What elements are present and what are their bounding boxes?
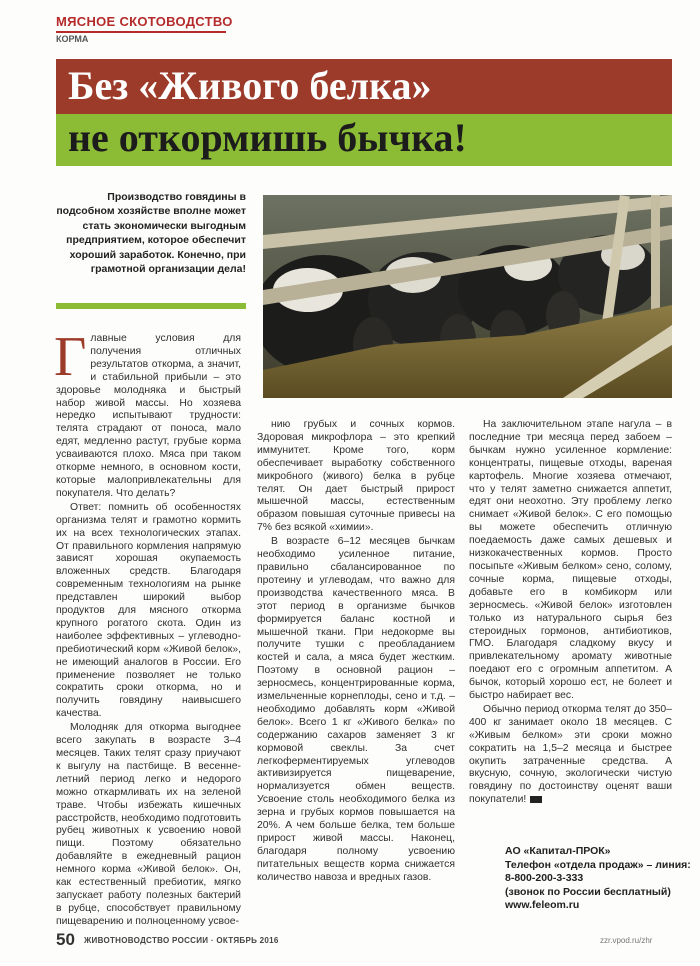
phone-note: (звонок по России бесплатный) xyxy=(505,885,671,898)
article-paragraph: На заключительном этапе нагула – в последние три месяца перед забоем – бычкам нужно усиленное кормление: концентраты, пищевые отходы, вареная картофель. Многие хозяева отмечают, что у телят заметно снижается аппетит, едят они неохотно. Эту проблему легко снимает «Живой белок». С его помощью вы можете обеспечить отличную поедаемость даже самых дешевых и низкокачественных кормов. Просто посыпьте «Живым белком» сено, солому, сочные корма, пищевые отходы, добавьте его в комбикорм или зерносмесь. «Живой белок» изготовлен только из натурального сырья без стероидных гормонов, антибиотиков, ГМО. Благодаря сладкому вкусу и привлекательному аромату животные поедают его с огромным аппетитом. А бычок, который хорошо ест, не болеет и быстро набирает вес. xyxy=(469,419,672,702)
article-column-1 xyxy=(54,326,241,929)
article-paragraph xyxy=(54,326,241,501)
article-text: лавные условия для получения отличных результатов откорма, а значит, и стабильной прибыли – это здоровье молодняка и быстрый набор живой массы. Но хозяева нередко испытывают трудности: телята страдают от поноса, мало едят, медленно растут, грубые корма усваиваются плохо. Мяса при таком откорме немного, в основном кости, которые малопривлекательны для покупателя. Что делать? xyxy=(56,333,241,499)
end-of-article-mark xyxy=(530,796,542,803)
contact-block xyxy=(505,845,691,913)
phone-number: 8-800-200-3-333 xyxy=(505,872,584,884)
article-column-3 xyxy=(469,419,672,807)
calves-feeding-photo xyxy=(263,195,672,398)
drop-cap: Г xyxy=(54,326,87,388)
article-paragraph: Ответ: помнить об особенностях организма телят и грамотно кормить их на всех технологических этапах. От правильного кормления напрямую зависят хорошая окупаемость вложенных средств. Благодаря современным технологиям на рынке представлен широкий выбор продуктов для мясного откорма крупного рогатого скота. Один из наиболее эффективных – углеводно-пребиотический корм «Живой белок», не имеющий аналогов в России. Его применение позволяет не только сократить сроки откорма, но и получить говядину наивысшего качества. xyxy=(56,501,241,720)
rubric-rule xyxy=(56,31,226,33)
article-column-2 xyxy=(257,419,455,885)
article-paragraph: В возрасте 6–12 месяцев бычкам необходимо усиленное питание, правильно сбалансированное по протеину и углеводам, что важно для производства качественного мяса. В этот период в организме бычков формируется баланс костной и мышечной ткани. При недокорме вы получите тушки с преобладанием костей и сала, а мяса будет жестким. Поэтому в основной рацион – зерносмесь, концентрированные корма, измельченные корнеплоды, сено и т.д. – необходимо добавлять корм «Живой белок». Всего 1 кг «Живого белка» по содержанию сахаров заменяет 3 кг кормовой свеклы. За счет легкоферментируемых углеводов активизируется пищеварение, нормализуется обмен веществ. Усвоение столь необходимого белка из зерна и грубых кормов повышается на 20%. А чем больше белка, тем больше прирост живой массы. Наконец, благодаря полному усвоению питательных веществ корма снижается количество навоза и вредных газов. xyxy=(257,536,455,883)
article-paragraph: нию грубых и сочных кормов. Здоровая микрофлора – это крепкий иммунитет. Кроме того, корм обеспечивает выработку собственного микробного (живого) белка в рубце телят. Он дает быстрый прирост мышечной массы, естественным образом повышая суточные привесы на 7% без всякой «химии». xyxy=(257,419,455,534)
page-number: 50 xyxy=(56,930,75,949)
lead-accent-bar xyxy=(56,303,246,309)
headline-line-1: Без «Живого белка» xyxy=(68,63,432,108)
phone-label: Телефон «отдела продаж» – линия: xyxy=(505,858,691,871)
article-paragraph: Молодняк для откорма выгоднее всего закупать в возрасте 3–4 месяцев. Таких телят сразу приучают к выгулу на пастбище. В весенне-летний период легко и недорого можно откармливать их на зеленой траве. Чтобы избежать кишечных расстройств, необходимо подготовить рубец животных к усвоению новой пищи. Поэтому обязательно добавляйте в ежедневный рацион немного корма «Живой белок». Он, как естественный пребиотик, мягко запускает работу полезных бактерий в рубце, способствует правильному пищеварению и полноценному усвое- xyxy=(56,722,241,927)
headline-line-2: не откормишь бычка! xyxy=(68,115,467,160)
footer-site: zzr.vpod.ru/zhr xyxy=(600,936,653,945)
rubric-label: МЯСНОЕ СКОТОВОДСТВО xyxy=(56,14,233,29)
article-paragraph xyxy=(469,704,672,807)
subrubric-label: КОРМА xyxy=(56,34,89,44)
company-name: АО «Капитал-ПРОК» xyxy=(505,845,611,857)
lead-paragraph: Производство говядины в подсобном хозяйстве вполне может стать экономически выгодным предприятием, которое обеспечит хороший заработок. Конечно, при грамотной организации дела! xyxy=(56,191,246,276)
article-text: Обычно период откорма телят до 350–400 кг занимает около 18 месяцев. С «Живым белком» эти сроки можно сократить на 1,5–2 месяца и быстрее окупить затраченные средства. А вкусную, сочную, экологически чистую говядину по достоинству оценят ваши покупатели! xyxy=(469,703,672,806)
magazine-name: ЖИВОТНОВОДСТВО РОССИИ · ОКТЯБРЬ 2016 xyxy=(84,936,279,945)
website-link[interactable]: www.feleom.ru xyxy=(505,899,580,911)
